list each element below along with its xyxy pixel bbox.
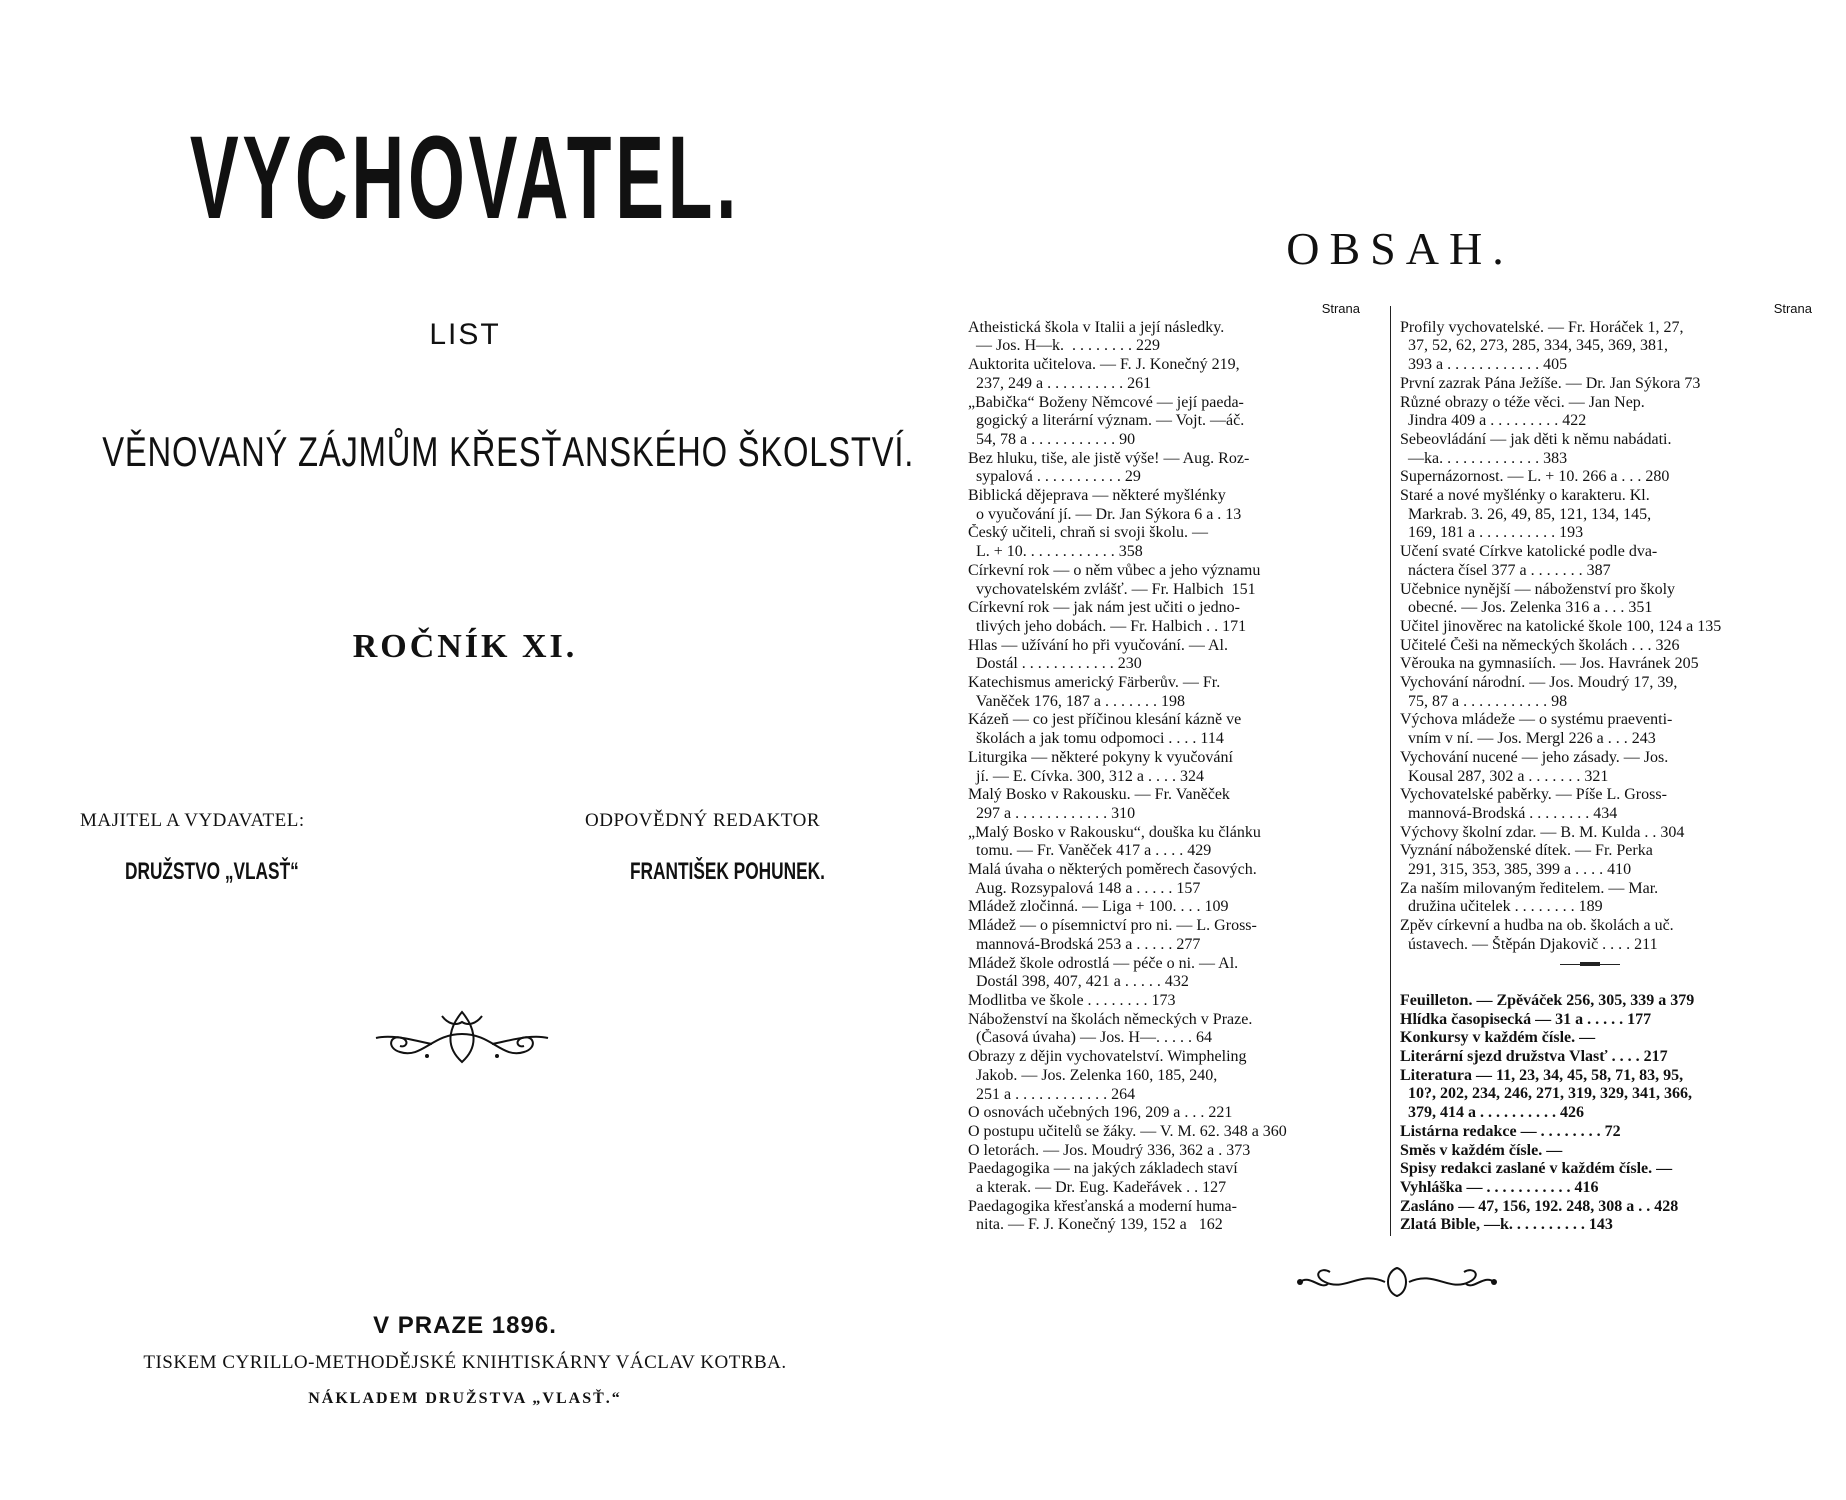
contents-column-left (968, 300, 1360, 1235)
contents-entry-line: Výchovy školní zdar. — B. M. Kulda . . 304 (1400, 823, 1685, 841)
publisher-line: NÁKLADEM DRUŽSTVA „VLASŤ.“ (308, 1390, 622, 1407)
contents-entry-line: Dostál 398, 407, 421 a . . . . . 432 (968, 973, 1189, 991)
editor-name: FRANTIŠEK POHUNEK. (630, 858, 825, 885)
contents-entry-line: Aug. Rozsypalová 148 a . . . . . 157 (968, 879, 1201, 897)
page-column-label: Strana (1321, 301, 1360, 316)
contents-entry-line: Vychovatelské paběrky. — Píše L. Gross- (1400, 786, 1667, 804)
contents-entry-line: náctera čísel 377 a . . . . . . . 387 (1400, 561, 1611, 579)
contents-entry-line: Učení svaté Církve katolické podle dva- (1400, 543, 1658, 561)
contents-entry-line: Jakob. — Jos. Zelenka 160, 185, 240, (968, 1066, 1218, 1084)
contents-entry-line: Paedagogika křesťanská a moderní huma- (968, 1197, 1237, 1215)
contents-entry-line: — Jos. H—k. . . . . . . . . 229 (968, 337, 1161, 355)
contents-entry-line: gogický a literární význam. — Vojt. —áč. (968, 412, 1245, 430)
contents-entry-line: Modlitba ve škole . . . . . . . . 173 (968, 992, 1176, 1009)
contents-entry-line: Konkursy v každém čísle. — (1400, 1029, 1596, 1047)
contents-entry-line: Vychování nucené — jeho zásady. — Jos. (1400, 748, 1669, 766)
printer-line: TISKEM CYRILLO-METHODĚJSKÉ KNIHTISKÁRNY VÁCLAV KOTRBA. (143, 1352, 787, 1373)
contents-entry-line: Sebeovládání — jak děti k němu nabádati. (1400, 430, 1672, 448)
contents-entry-line: O osnovách učebných 196, 209 a . . . 221 (968, 1104, 1233, 1122)
contents-entry-line: Markrab. 3. 26, 49, 85, 121, 134, 145, (1400, 505, 1652, 523)
flourish-ornament-icon (1290, 1262, 1504, 1302)
contents-entry-line: Atheistická škola v Italii a její následky. (968, 318, 1225, 336)
contents-entry-line: O letorách. — Jos. Moudrý 336, 362 a . 373 (968, 1141, 1251, 1159)
contents-entry-line: o vyučování jí. — Dr. Jan Sýkora 6 a . 13 (968, 505, 1242, 523)
contents-entry-line: 10?, 202, 234, 246, 271, 319, 329, 341, 366, (1400, 1085, 1692, 1103)
contents-entry-line: 379, 414 a . . . . . . . . . . 426 (1400, 1104, 1584, 1122)
contents-entry-line: O postupu učitelů se žáky. — V. M. 62. 348 a 360 (968, 1122, 1287, 1140)
column-divider (1390, 306, 1391, 1236)
contents-entry-line: Profily vychovatelské. — Fr. Horáček 1, 27, (1400, 318, 1684, 336)
contents-entry-line: Jindra 409 a . . . . . . . . . 422 (1400, 412, 1587, 430)
contents-entry-line: Kousal 287, 302 a . . . . . . . 321 (1400, 767, 1609, 785)
contents-entry-line: ústavech. — Štěpán Djakovič . . . . 211 (1400, 935, 1658, 953)
contents-entry-line: Listárna redakce — . . . . . . . . 72 (1400, 1122, 1621, 1140)
contents-entry-line: tlivých jeho dobách. — Fr. Halbich . . 171 (968, 617, 1247, 635)
contents-entry-line: mannová-Brodská . . . . . . . . 434 (1400, 804, 1618, 822)
contents-entry-line: 37, 52, 62, 273, 285, 334, 345, 369, 381, (1400, 337, 1668, 355)
contents-entry-line: Vaněček 176, 187 a . . . . . . . 198 (968, 692, 1185, 710)
contents-entry-line: Supernázornost. — L. + 10. 266 a . . . 280 (1400, 468, 1670, 486)
contents-entry-line: Katechismus americký Färberův. — Fr. (968, 674, 1221, 692)
contents-entry-line: Učebnice nynější — náboženství pro školy (1400, 580, 1676, 598)
contents-entry-line: a kterak. — Dr. Eug. Kadeřávek . . 127 (968, 1179, 1227, 1197)
contents-entry-line: Obrazy z dějin vychovatelství. Wimpheling (968, 1048, 1247, 1066)
contents-entry-line: Feuilleton. — Zpěváček 256, 305, 339 a 379 (1400, 991, 1695, 1009)
contents-entry-line: sypalová . . . . . . . . . . . 29 (968, 468, 1141, 486)
contents-entry-line: Literatura — 11, 23, 34, 45, 58, 71, 83, 95, (1400, 1066, 1684, 1084)
contents-entry-line: Malá úvaha o některých poměrech časových. (968, 861, 1257, 879)
contents-entry-line: 291, 315, 353, 385, 399 a . . . . 410 (1400, 861, 1632, 879)
contents-entry-line: L. + 10. . . . . . . . . . . . 358 (968, 543, 1143, 561)
contents-entry-line: Dostál . . . . . . . . . . . . 230 (968, 655, 1142, 673)
contents-entry-line: školách a jak tomu odpomoci . . . . 114 (968, 730, 1224, 748)
contents-title: OBSAH. (1286, 223, 1514, 274)
contents-entry-line: Vyhláška — . . . . . . . . . . . 416 (1400, 1179, 1599, 1196)
section-divider (1400, 955, 1812, 974)
tagline: VĚNOVANÝ ZÁJMŮM KŘESŤANSKÉHO ŠKOLSTVÍ. (102, 428, 915, 475)
contents-entry-line: Vyznání náboženské dítek. — Fr. Perka (1400, 842, 1653, 860)
contents-entry-line: „Babička“ Boženy Němcové — její paeda- (968, 393, 1244, 411)
contents-entry-line: Učitel jinověrec na katolické škole 100, 124 a 135 (1400, 617, 1722, 635)
contents-entry-line: Spisy redakci zaslané v každém čísle. — (1400, 1160, 1673, 1178)
contents-entry-line: „Malý Bosko v Rakousku“, douška ku článku (968, 823, 1261, 841)
page-column-label: Strana (1773, 301, 1812, 316)
contents-entry-line: jí. — E. Cívka. 300, 312 a . . . . 324 (968, 767, 1204, 785)
contents-entry-line: Vychování národní. — Jos. Moudrý 17, 39, (1400, 674, 1678, 692)
contents-column-right (1400, 300, 1812, 1235)
contents-entry-line: Věrouka na gymnasiích. — Jos. Havránek 205 (1400, 655, 1699, 673)
contents-page (960, 0, 1846, 1500)
contents-entry-line: Literární sjezd družstva Vlasť . . . . 217 (1400, 1048, 1668, 1066)
contents-entry-line: (Časová úvaha) — Jos. H—. . . . . 64 (968, 1029, 1212, 1047)
flourish-ornament-icon (372, 1004, 552, 1070)
contents-entry-line: mannová-Brodská 253 a . . . . . 277 (968, 935, 1201, 953)
contents-entry-line: Za naším milovaným ředitelem. — Mar. (1400, 879, 1659, 897)
contents-entry-line: Český učiteli, chraň si svoji školu. — (968, 524, 1208, 542)
masthead-title: VYCHOVATEL. (189, 112, 741, 244)
contents-entry-line: Staré a nové myšlénky o karakteru. Kl. (1400, 487, 1650, 505)
contents-entry-line: 169, 181 a . . . . . . . . . . 193 (1400, 524, 1584, 542)
editor-label: ODPOVĚDNÝ REDAKTOR (585, 810, 821, 831)
contents-entry-line: Církevní rok — o něm vůbec a jeho významu (968, 561, 1261, 579)
contents-entry-line: Zlatá Bible, —k. . . . . . . . . . 143 (1400, 1216, 1613, 1234)
contents-entry-line: Zpěv církevní a hudba na ob. školách a uč. (1400, 917, 1674, 935)
contents-entry-line: Malý Bosko v Rakousku. — Fr. Vaněček (968, 786, 1230, 804)
contents-entry-line: Směs v každém čísle. — (1400, 1141, 1563, 1159)
contents-entry-line: Církevní rok — jak nám jest učiti o jedno- (968, 599, 1240, 617)
contents-entry-line: nita. — F. J. Konečný 139, 152 a 162 (968, 1216, 1223, 1234)
volume-label: ROČNÍK XI. (352, 628, 578, 665)
contents-entry-line: Liturgika — některé pokyny k vyučování (968, 748, 1233, 766)
contents-entry-line: 297 a . . . . . . . . . . . . 310 (968, 804, 1136, 822)
contents-entry-line: Hlas — užívání ho při vyučování. — Al. (968, 636, 1228, 654)
contents-entry-line: obecné. — Jos. Zelenka 316 a . . . 351 (1400, 599, 1653, 617)
contents-entry-line: družina učitelek . . . . . . . . 189 (1400, 898, 1603, 916)
contents-entry-line: Mládež škole odrostlá — péče o ni. — Al. (968, 954, 1239, 972)
contents-entry-line: Hlídka časopisecká — 31 a . . . . . 177 (1400, 1010, 1652, 1028)
contents-entry-line: 251 a . . . . . . . . . . . . 264 (968, 1085, 1136, 1103)
contents-entry-line: 75, 87 a . . . . . . . . . . . 98 (1400, 692, 1568, 710)
spacer (1400, 973, 1812, 992)
contents-entry-line: —ka. . . . . . . . . . . . . 383 (1400, 449, 1568, 467)
contents-entry-line: vychovatelském zvlášť. — Fr. Halbich 151 (968, 580, 1256, 598)
place-year: V PRAZE 1896. (373, 1312, 557, 1339)
contents-entry-line: Učitelé Češi na německých školách . . . 326 (1400, 636, 1680, 654)
contents-entry-line: Paedagogika — na jakých základech staví (968, 1160, 1238, 1178)
contents-entry-line: 237, 249 a . . . . . . . . . . 261 (968, 374, 1152, 392)
owner-name: DRUŽSTVO „VLASŤ“ (125, 858, 299, 885)
contents-entry-line: Biblická dějeprava — některé myšlénky (968, 487, 1226, 505)
contents-entry-line: Různé obrazy o téže věci. — Jan Nep. (1400, 393, 1645, 411)
contents-entry-line: Kázeň — co jest příčinou klesání kázně ve (968, 711, 1242, 729)
owner-label: MAJITEL A VYDAVATEL: (80, 810, 305, 831)
contents-entry-line: Zasláno — 47, 156, 192. 248, 308 a . . 428 (1400, 1197, 1679, 1215)
contents-entry-line: 54, 78 a . . . . . . . . . . . 90 (968, 430, 1136, 448)
contents-entry-line: Auktorita učitelova. — F. J. Konečný 219, (968, 356, 1240, 374)
list-word: LIST (429, 318, 501, 351)
contents-entry-line: Bez hluku, tiše, ale jistě výše! — Aug. Roz- (968, 449, 1250, 467)
contents-entry-line: Náboženství na školách německých v Praze. (968, 1010, 1253, 1028)
contents-entry-line: Mládež — o písemnictví pro ni. — L. Gross- (968, 917, 1257, 935)
contents-entry-line: 393 a . . . . . . . . . . . . 405 (1400, 356, 1568, 374)
contents-entry-line: tomu. — Fr. Vaněček 417 a . . . . 429 (968, 842, 1212, 860)
contents-entry-line: První zazrak Pána Ježíše. — Dr. Jan Sýkora 73 (1400, 374, 1701, 392)
contents-entry-line: Výchova mládeže — o systému praeventi- (1400, 711, 1673, 729)
contents-entry-line: vním v ní. — Jos. Mergl 226 a . . . 243 (1400, 730, 1656, 748)
contents-entry-line: Mládež zločinná. — Liga + 100. . . . 109 (968, 898, 1229, 916)
